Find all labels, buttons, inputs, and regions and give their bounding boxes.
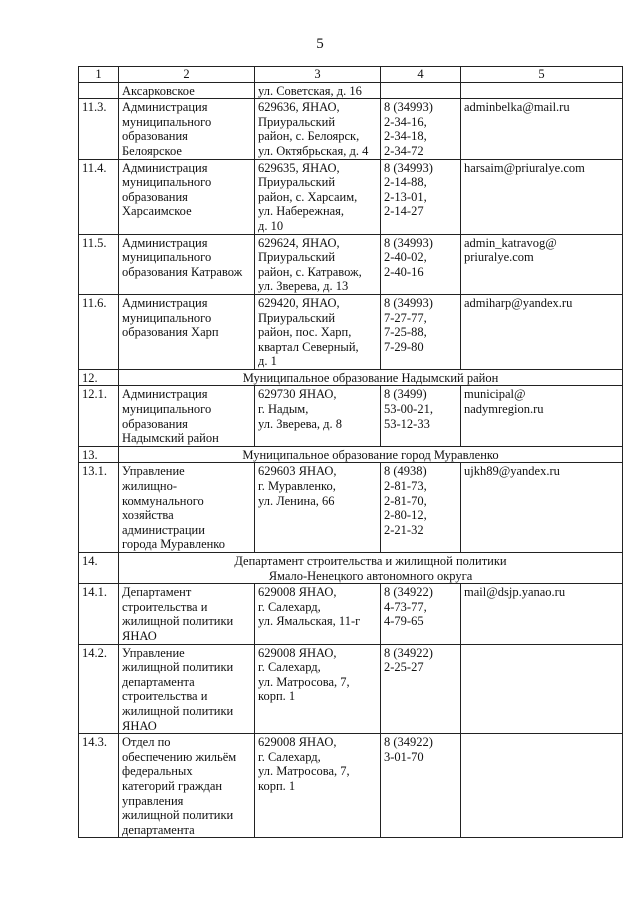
address-cell-line: 629636, ЯНАО,	[258, 100, 340, 115]
row-number: 11.4.	[79, 159, 119, 234]
address-cell-line: 629008 ЯНАО,	[258, 585, 337, 600]
email-cell	[461, 386, 623, 446]
phone-cell-line: 2-21-32	[384, 522, 424, 537]
organization-cell	[119, 584, 255, 644]
address-cell	[255, 463, 381, 553]
address-cell-line: корп. 1	[258, 689, 296, 704]
organization-cell	[119, 734, 255, 838]
organization-cell-line: жилищной политики	[122, 703, 234, 718]
phone-cell-line: 8 (34993)	[384, 100, 433, 115]
organization-cell	[119, 386, 255, 446]
organization-cell-line: жилищной политики	[122, 660, 234, 675]
organization-cell-line: Управление	[122, 645, 185, 660]
phone-cell-line: 2-13-01,	[384, 189, 427, 204]
row-number: 13.	[79, 446, 119, 463]
phone-cell-line: 2-40-02,	[384, 250, 427, 265]
address-cell-line: ул. Матросова, 7,	[258, 674, 350, 689]
table-row	[79, 234, 623, 294]
phone-cell-line: 2-14-27	[384, 204, 424, 219]
organization-cell-line: города Муравленко	[122, 537, 225, 552]
row-number: 14.1.	[79, 584, 119, 644]
email-cell-line: mail@dsjp.yanao.ru	[464, 585, 566, 600]
organization-cell-line: строительства и	[122, 689, 208, 704]
address-cell	[255, 99, 381, 159]
phone-cell	[381, 234, 461, 294]
organization-cell-line: муниципального	[122, 310, 212, 325]
phone-cell-line: 2-14-88,	[384, 175, 427, 190]
phone-cell-line: 8 (4938)	[384, 464, 427, 479]
table-row	[79, 463, 623, 553]
phone-cell-line: 2-25-27	[384, 660, 424, 675]
organization-cell-line: Администрация	[122, 295, 208, 310]
address-cell	[255, 386, 381, 446]
email-cell	[461, 82, 623, 99]
phone-cell-line: 53-00-21,	[384, 402, 433, 417]
email-cell-line: priuralye.com	[464, 250, 534, 265]
phone-cell-line: 7-29-80	[384, 339, 424, 354]
address-cell-line: 629420, ЯНАО,	[258, 295, 340, 310]
email-cell-line: harsaim@priuralye.com	[464, 160, 585, 175]
phone-cell	[381, 644, 461, 734]
organization-cell-line: Управление	[122, 464, 185, 479]
email-cell	[461, 463, 623, 553]
address-cell-line: корп. 1	[258, 778, 296, 793]
address-cell-line: 629008 ЯНАО,	[258, 645, 337, 660]
address-cell-line: Приуральский	[258, 175, 336, 190]
address-cell-line: ул. Советская, д. 16	[258, 83, 362, 98]
organization-cell-line: Белоярское	[122, 143, 182, 158]
section-row	[79, 446, 623, 463]
header-row	[79, 67, 623, 83]
organization-cell-line: Надымский район	[122, 431, 219, 446]
phone-cell-line: 4-73-77,	[384, 599, 427, 614]
organization-cell	[119, 463, 255, 553]
email-cell	[461, 99, 623, 159]
section-title	[119, 369, 623, 386]
address-cell-line: Приуральский	[258, 250, 336, 265]
organization-cell-line: образования	[122, 129, 188, 144]
row-number: 14.3.	[79, 734, 119, 838]
phone-cell	[381, 99, 461, 159]
phone-cell	[381, 159, 461, 234]
table-row	[79, 159, 623, 234]
phone-cell-line: 8 (34922)	[384, 735, 433, 750]
address-cell-line: квартал Северный,	[258, 339, 359, 354]
address-cell-line: район, с. Катравож,	[258, 264, 362, 279]
address-cell-line: г. Надым,	[258, 402, 309, 417]
header-cell: 2	[119, 67, 255, 83]
section-row	[79, 369, 623, 386]
header-cell: 1	[79, 67, 119, 83]
phone-cell-line: 3-01-70	[384, 749, 424, 764]
organization-cell-line: категорий граждан	[122, 778, 223, 793]
table-row	[79, 644, 623, 734]
organization-cell-line: жилищно-	[122, 479, 177, 494]
phone-cell-line: 2-80-12,	[384, 508, 427, 523]
section-title-line: Департамент строительства и жилищной политики	[234, 554, 507, 568]
table-row	[79, 99, 623, 159]
address-cell-line: г. Салехард,	[258, 660, 321, 675]
phone-cell-line: 2-40-16	[384, 264, 424, 279]
phone-cell-line: 8 (3499)	[384, 387, 427, 402]
phone-cell	[381, 386, 461, 446]
section-title	[119, 553, 623, 584]
contacts-table	[78, 66, 623, 838]
organization-cell-line: образования Катравож	[122, 264, 243, 279]
organization-cell	[119, 234, 255, 294]
row-number: 14.2.	[79, 644, 119, 734]
email-cell-line: municipal@	[464, 387, 526, 402]
phone-cell-line: 8 (34922)	[384, 645, 433, 660]
organization-cell	[119, 82, 255, 99]
organization-cell-line: Отдел по	[122, 735, 171, 750]
email-cell	[461, 734, 623, 838]
address-cell-line: 629635, ЯНАО,	[258, 160, 340, 175]
address-cell-line: 629730 ЯНАО,	[258, 387, 337, 402]
header-cell: 5	[461, 67, 623, 83]
section-title	[119, 446, 623, 463]
phone-cell-line: 8 (34993)	[384, 235, 433, 250]
organization-cell	[119, 644, 255, 734]
address-cell	[255, 294, 381, 369]
address-cell-line: д. 10	[258, 218, 284, 233]
row-number: 11.5.	[79, 234, 119, 294]
email-cell-line: admiharp@yandex.ru	[464, 295, 573, 310]
header-cell: 4	[381, 67, 461, 83]
table-row	[79, 82, 623, 99]
organization-cell-line: муниципального	[122, 250, 212, 265]
phone-cell	[381, 82, 461, 99]
phone-cell	[381, 734, 461, 838]
address-cell-line: г. Муравленко,	[258, 479, 336, 494]
organization-cell-line: хозяйства	[122, 508, 174, 523]
table-row	[79, 386, 623, 446]
address-cell-line: ул. Ленина, 66	[258, 493, 335, 508]
address-cell	[255, 644, 381, 734]
organization-cell-line: муниципального	[122, 114, 212, 129]
address-cell-line: ул. Матросова, 7,	[258, 764, 350, 779]
address-cell-line: район, с. Харсаим,	[258, 189, 358, 204]
row-number: 11.3.	[79, 99, 119, 159]
address-cell-line: д. 1	[258, 354, 277, 369]
phone-cell-line: 2-34-72	[384, 143, 424, 158]
address-cell	[255, 234, 381, 294]
address-cell-line: ул. Октябрьская, д. 4	[258, 143, 369, 158]
row-number: 13.1.	[79, 463, 119, 553]
organization-cell-line: обеспечению жильём	[122, 749, 237, 764]
table-row	[79, 734, 623, 838]
phone-cell-line: 8 (34922)	[384, 585, 433, 600]
table-row	[79, 584, 623, 644]
organization-cell-line: Харсаимское	[122, 204, 192, 219]
phone-cell-line: 4-79-65	[384, 614, 424, 629]
address-cell	[255, 82, 381, 99]
organization-cell	[119, 294, 255, 369]
organization-cell-line: жилищной политики	[122, 808, 234, 823]
organization-cell-line: образования Харп	[122, 325, 219, 340]
phone-cell	[381, 584, 461, 644]
section-row	[79, 553, 623, 584]
organization-cell-line: коммунального	[122, 493, 204, 508]
email-cell	[461, 159, 623, 234]
email-cell-line: admin_katravog@	[464, 235, 557, 250]
organization-cell-line: департамента	[122, 674, 195, 689]
row-number	[79, 82, 119, 99]
organization-cell-line: федеральных	[122, 764, 193, 779]
organization-cell-line: администрации	[122, 522, 205, 537]
organization-cell	[119, 99, 255, 159]
organization-cell-line: департамента	[122, 822, 195, 837]
address-cell-line: Приуральский	[258, 114, 336, 129]
organization-cell-line: ЯНАО	[122, 718, 157, 733]
organization-cell-line: Администрация	[122, 160, 208, 175]
organization-cell-line: ЯНАО	[122, 628, 157, 643]
address-cell-line: Приуральский	[258, 310, 336, 325]
email-cell-line: nadymregion.ru	[464, 402, 544, 417]
organization-cell-line: образования	[122, 416, 188, 431]
organization-cell-line: Департамент	[122, 585, 192, 600]
phone-cell-line: 8 (34993)	[384, 160, 433, 175]
address-cell-line: г. Салехард,	[258, 749, 321, 764]
address-cell	[255, 159, 381, 234]
organization-cell-line: Администрация	[122, 100, 208, 115]
address-cell	[255, 734, 381, 838]
organization-cell-line: Аксарковское	[122, 83, 195, 98]
address-cell-line: 629624, ЯНАО,	[258, 235, 340, 250]
organization-cell-line: жилищной политики	[122, 614, 234, 629]
address-cell-line: район, с. Белоярск,	[258, 129, 360, 144]
section-title-line: Муниципальное образование Надымский район	[242, 370, 499, 385]
section-title-line: Ямало-Ненецкого автономного округа	[268, 568, 473, 583]
organization-cell-line: образования	[122, 189, 188, 204]
email-cell-line: ujkh89@yandex.ru	[464, 464, 560, 479]
phone-cell-line: 7-27-77,	[384, 310, 427, 325]
header-cell: 3	[255, 67, 381, 83]
organization-cell-line: Администрация	[122, 235, 208, 250]
phone-cell-line: 2-34-18,	[384, 129, 427, 144]
row-number: 12.1.	[79, 386, 119, 446]
email-cell	[461, 294, 623, 369]
phone-cell-line: 2-81-70,	[384, 493, 427, 508]
page-number: 5	[316, 36, 324, 52]
organization-cell-line: строительства и	[122, 599, 208, 614]
address-cell-line: г. Салехард,	[258, 599, 321, 614]
email-cell	[461, 584, 623, 644]
address-cell-line: ул. Зверева, д. 13	[258, 279, 349, 294]
email-cell	[461, 644, 623, 734]
address-cell-line: 629008 ЯНАО,	[258, 735, 337, 750]
address-cell-line: ул. Зверева, д. 8	[258, 416, 343, 431]
address-cell-line: ул. Ямальская, 11-г	[258, 614, 361, 629]
phone-cell-line: 53-12-33	[384, 416, 430, 431]
phone-cell-line: 2-34-16,	[384, 114, 427, 129]
email-cell-line: adminbelka@mail.ru	[464, 100, 570, 115]
phone-cell-line: 7-25-88,	[384, 325, 427, 340]
row-number: 12.	[79, 369, 119, 386]
phone-cell	[381, 294, 461, 369]
email-cell	[461, 234, 623, 294]
section-title-line: Муниципальное образование город Муравленко	[242, 447, 499, 462]
phone-cell-line: 2-81-73,	[384, 479, 427, 494]
table-row	[79, 294, 623, 369]
organization-cell-line: муниципального	[122, 175, 212, 190]
organization-cell-line: управления	[122, 793, 184, 808]
phone-cell	[381, 463, 461, 553]
address-cell	[255, 584, 381, 644]
organization-cell	[119, 159, 255, 234]
organization-cell-line: муниципального	[122, 402, 212, 417]
address-cell-line: ул. Набережная,	[258, 204, 345, 219]
row-number: 14.	[79, 553, 119, 584]
address-cell-line: район, пос. Харп,	[258, 325, 352, 340]
organization-cell-line: Администрация	[122, 387, 208, 402]
address-cell-line: 629603 ЯНАО,	[258, 464, 337, 479]
row-number: 11.6.	[79, 294, 119, 369]
phone-cell-line: 8 (34993)	[384, 295, 433, 310]
